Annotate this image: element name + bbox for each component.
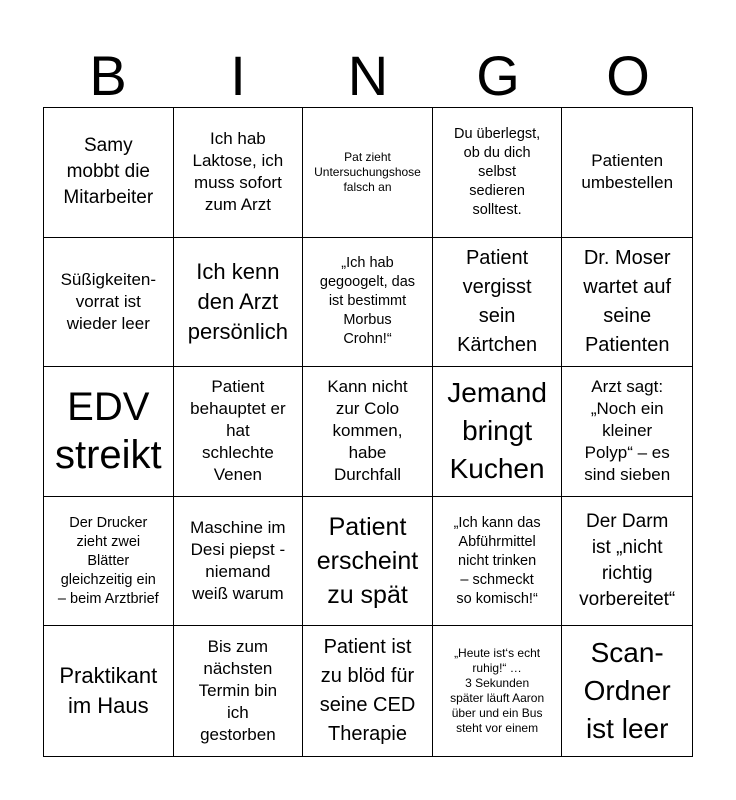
bingo-cell-text: Pat zieht Untersuchungshose falsch an xyxy=(314,149,421,194)
bingo-cell[interactable] xyxy=(44,108,174,238)
bingo-cell-text: Ich hab Laktose, ich muss sofort zum Arzt xyxy=(192,129,284,215)
bingo-cell-text: „Ich kann das Abführmittel nicht trinken – schmeckt so komisch!“ xyxy=(453,514,541,607)
bingo-cell[interactable] xyxy=(562,108,692,238)
bingo-cell[interactable] xyxy=(433,108,563,238)
bingo-cell-text: Maschine im Desi piepst - niemand weiß warum xyxy=(190,518,286,604)
bingo-cell-text: „Heute ist‘s echt ruhig!“ … 3 Sekunden später läuft Aaron über und ein Bus steht vor einem xyxy=(450,646,545,736)
bingo-cell[interactable] xyxy=(303,238,433,368)
bingo-cell[interactable] xyxy=(174,626,304,756)
bingo-cell[interactable] xyxy=(433,238,563,368)
bingo-cell[interactable] xyxy=(562,497,692,627)
bingo-cell[interactable] xyxy=(303,497,433,627)
bingo-cell[interactable] xyxy=(562,626,692,756)
bingo-cell-text: Samy mobbt die Mitarbeiter xyxy=(63,135,154,209)
bingo-cell-text: Scan- Ordner ist leer xyxy=(583,637,671,745)
bingo-cell[interactable] xyxy=(174,238,304,368)
bingo-cell-text: „Ich hab gegoogelt, das ist bestimmt Morbus Crohn!“ xyxy=(319,255,416,348)
bingo-cell-text: Arzt sagt: „Noch ein kleiner Polyp“ – es sind sieben xyxy=(584,377,671,485)
bingo-cell-text: EDV streikt xyxy=(54,385,162,478)
bingo-cell[interactable] xyxy=(303,367,433,497)
bingo-cell-text: Patient behauptet er hat schlechte Venen xyxy=(190,377,286,485)
bingo-cell[interactable] xyxy=(174,497,304,627)
bingo-card-grid xyxy=(43,107,693,757)
bingo-cell[interactable] xyxy=(433,626,563,756)
bingo-cell-text: Praktikant im Haus xyxy=(59,663,158,719)
bingo-cell-text: Dr. Moser wartet auf seine Patienten xyxy=(583,246,672,356)
bingo-cell[interactable] xyxy=(433,367,563,497)
header-letter-g: G xyxy=(476,44,520,107)
bingo-header xyxy=(43,44,693,108)
header-letter-n: N xyxy=(347,44,389,107)
bingo-cell-text: Jemand bringt Kuchen xyxy=(447,377,547,485)
bingo-cell[interactable] xyxy=(174,108,304,238)
bingo-cell[interactable] xyxy=(44,238,174,368)
bingo-cell-text: Patienten umbestellen xyxy=(581,151,674,193)
bingo-cell[interactable] xyxy=(433,497,563,627)
bingo-cell[interactable] xyxy=(562,238,692,368)
bingo-cell-text: Du überlegst, ob du dich selbst sedieren solltest. xyxy=(453,125,541,218)
bingo-cell[interactable] xyxy=(44,497,174,627)
bingo-cell-text: Süßigkeiten- vorrat ist wieder leer xyxy=(60,269,157,333)
bingo-cell[interactable] xyxy=(44,367,174,497)
bingo-cell-text: Bis zum nächsten Termin bin ich gestorben xyxy=(198,637,278,745)
bingo-cell-text: Patient vergisst sein Kärtchen xyxy=(457,246,538,356)
header-letter-o: O xyxy=(606,44,650,107)
bingo-cell-text: Patient ist zu blöd für seine CED Therapie xyxy=(319,636,416,746)
bingo-cell[interactable] xyxy=(303,108,433,238)
header-letter-i: I xyxy=(230,44,246,107)
bingo-cell[interactable] xyxy=(174,367,304,497)
bingo-cell[interactable] xyxy=(562,367,692,497)
bingo-cell[interactable] xyxy=(303,626,433,756)
header-letter-b: B xyxy=(89,44,127,107)
bingo-cell-text: Patient erscheint zu spät xyxy=(316,513,419,610)
bingo-cell-text: Kann nicht zur Colo kommen, habe Durchfall xyxy=(327,377,408,485)
bingo-cell-text: Ich kenn den Arzt persönlich xyxy=(187,258,289,344)
bingo-cell-text: Der Darm ist „nicht richtig vorbereitet“ xyxy=(579,511,676,611)
bingo-cell[interactable] xyxy=(44,626,174,756)
bingo-cell-text: Der Drucker zieht zwei Blätter gleichzeitig ein – beim Arztbrief xyxy=(57,514,159,607)
